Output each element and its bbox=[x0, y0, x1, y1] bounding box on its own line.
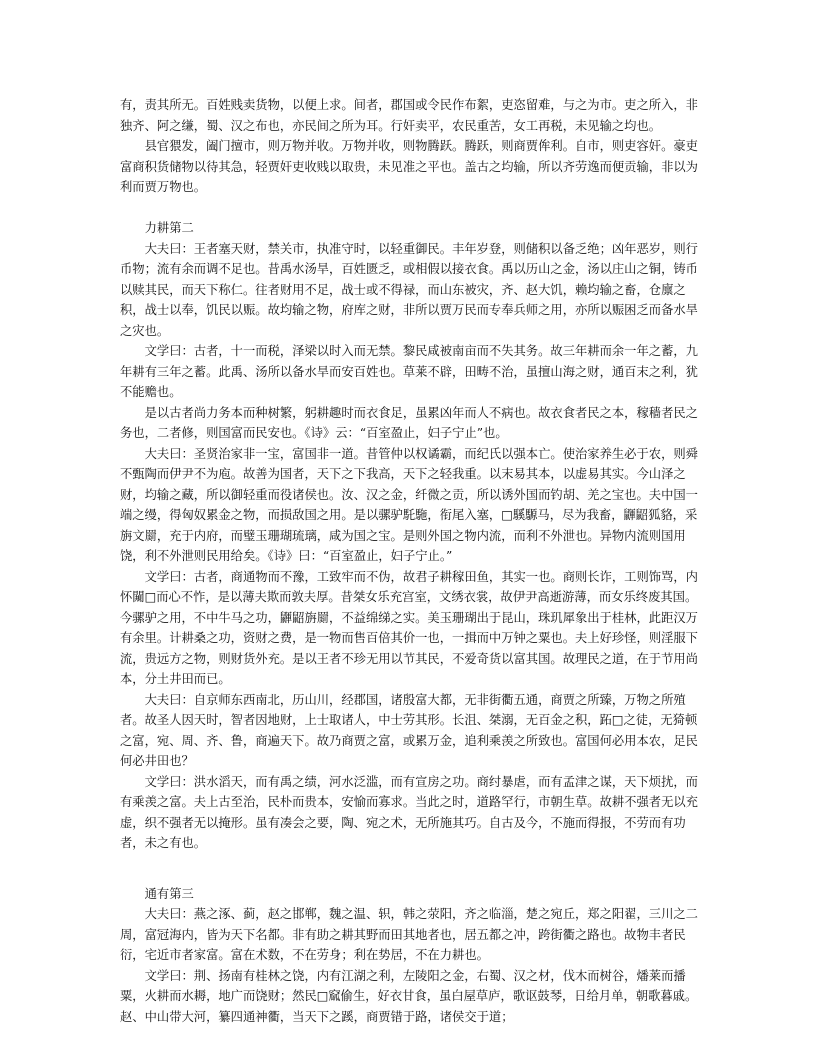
paragraph: 大夫曰：自京师东西南北，历山川，经郡国，诸殷富大都，无非街衢五通，商贾之所臻，万物之所殖者。故圣人因天时，智者因地财，上士取诸人，中士劳其形。长沮、桀溺，无百金之积，跖□之徒，无猗顿之富，宛、周、齐、鲁，商遍天下。故乃商贾之富，或累万金，追利乘羡之所致也。富国何必用本农，足民何必井田也？ bbox=[120, 692, 698, 768]
section-continuation bbox=[120, 95, 700, 198]
section-gap bbox=[120, 198, 700, 219]
paragraph: 文学曰：洪水滔天，而有禹之绩，河水泛滥，而有宣房之功。商纣暴虐，而有孟津之谋，天下烦扰，而有乘羡之富。夫上古至治，民朴而贵本，安愉而寡求。当此之时，道路罕行，市朝生草。故耕不强者无以充虚，织不强者无以掩形。虽有凑会之要，陶、宛之术，无所施其巧。自古及今，不施而得报，不劳而有功者，未之有也。 bbox=[120, 774, 698, 850]
paragraph: 文学曰：古者，十一而税，泽梁以时入而无禁。黎民咸被南亩而不失其务。故三年耕而余一年之蓄，九年耕有三年之蓄。此禹、汤所以备水旱而安百姓也。草莱不辟，田畴不治，虽擅山海之财，通百末之利，犹不能赡也。 bbox=[120, 344, 698, 399]
paragraph: 大夫曰：燕之涿、蓟，赵之邯郸，魏之温、轵，韩之荥阳，齐之临淄，楚之宛丘，郑之阳翟，三川之二周，富冠海内，皆为天下名都。非有助之耕其野而田其地者也，居五都之冲，跨街衢之路也。故物丰者民衍，宅近市者家富。富在术数，不在劳身；利在势居，不在力耕也。 bbox=[120, 907, 698, 962]
section-title: 通有第三 bbox=[144, 886, 194, 901]
paragraph: 大夫曰：王者塞天财，禁关市，执准守时，以轻重御民。丰年岁登，则储积以备乏绝；凶年恶岁，则行币物；流有余而调不足也。昔禹水汤旱，百姓匮乏，或相假以接衣食。禹以历山之金，汤以庄山之铜，铸币以赎其民，而天下称仁。往者财用不足，战士或不得禄，而山东被灾，齐、赵大饥，赖均输之畜，仓廪之积，战士以奉，饥民以赈。故均输之物，府库之财，非所以贾万民而专奉兵师之用，亦所以赈困乏而备水旱之灾也。 bbox=[120, 241, 698, 338]
paragraph: 大夫曰：圣贤治家非一宝，富国非一道。昔管仲以权谲霸，而纪氏以强本亡。使治家养生必于农，则舜不甄陶而伊尹不为庖。故善为国者，天下之下我高，天下之轻我重。以末易其本，以虚易其实。今山泽之财，均输之藏，所以御轻重而役诸侯也。汝、汉之金，纤微之贡，所以诱外国而钓胡、羌之宝也。夫中国一端之缦，得匈奴累金之物，而损敌国之用。是以骡驴馲駞，衔尾入塞，□騱騵马，尽为我畜，鼲鼦狐貉，采旃文罽，充于内府，而璧玉珊瑚琉璃，咸为国之宝。是则外国之物内流，而利不外泄也。异物内流则国用饶，利不外泄则民用给矣。《诗》曰：“百室盈止，妇子宁止。” bbox=[120, 446, 698, 563]
section-title: 力耕第二 bbox=[144, 221, 194, 235]
document-page bbox=[120, 95, 700, 1027]
section-tong-you bbox=[120, 884, 700, 1028]
section-gap bbox=[120, 854, 700, 884]
paragraph: 是以古者尚力务本而种树繁，躬耕趣时而衣食足，虽累凶年而人不病也。故衣食者民之本，稼穑者民之务也，二者修，则国富而民安也。《诗》云：“百室盈止，妇子宁止”也。 bbox=[120, 405, 698, 440]
paragraph: 文学曰：荆、扬南有桂林之饶，内有江湖之利，左陵阳之金，右蜀、汉之材，伐木而树谷，燔莱而播粟，火耕而水耨，地广而饶财；然民□窳偷生，好衣甘食，虽白屋草庐，歌讴鼓琴，日给月单，朝歌暮戚。赵、中山带大河，纂四通神衢，当天下之蹊，商贾错于路，诸侯交于道； bbox=[120, 968, 698, 1024]
section-li-geng bbox=[120, 218, 700, 854]
paragraph: 文学曰：古者，商通物而不豫，工致牢而不伪，故君子耕稼田鱼，其实一也。商则长诈，工则饰骂，内怀闚□而心不怍，是以薄夫欺而敦夫厚。昔桀女乐充宫室，文绣衣裳，故伊尹高逝游薄，而女乐终废其国。今骡驴之用，不中牛马之功，鼲鼦旃罽，不益绵绨之实。美玉珊瑚出于昆山，珠玑犀象出于桂林，此距汉万有余里。计耕桑之功，资财之费，是一物而售百倍其价一也，一揖而中万钟之粟也。夫上好珍怪，则淫服下流，贵远方之物，则财货外充。是以王者不珍无用以节其民，不爱奇货以富其国。故理民之道，在于节用尚本，分土井田而已。 bbox=[120, 569, 698, 686]
paragraph: 县官猥发，阖门擅市，则万物并收。万物并收，则物腾跃。腾跃，则商贾侔利。自市，则吏容奸。豪吏富商积货储物以待其急，轻贾奸吏收贱以取贵，未见准之平也。盖古之均输，所以齐劳逸而便贡输，非以为利而贾万物也。 bbox=[120, 139, 698, 194]
paragraph: 有，责其所无。百姓贱卖货物，以便上求。间者，郡国或令民作布絮，吏恣留难，与之为市。吏之所入，非独齐、阿之缣，蜀、汉之布也，亦民间之所为耳。行奸卖平，农民重苦，女工再税，未见输之均也。 bbox=[120, 98, 698, 133]
